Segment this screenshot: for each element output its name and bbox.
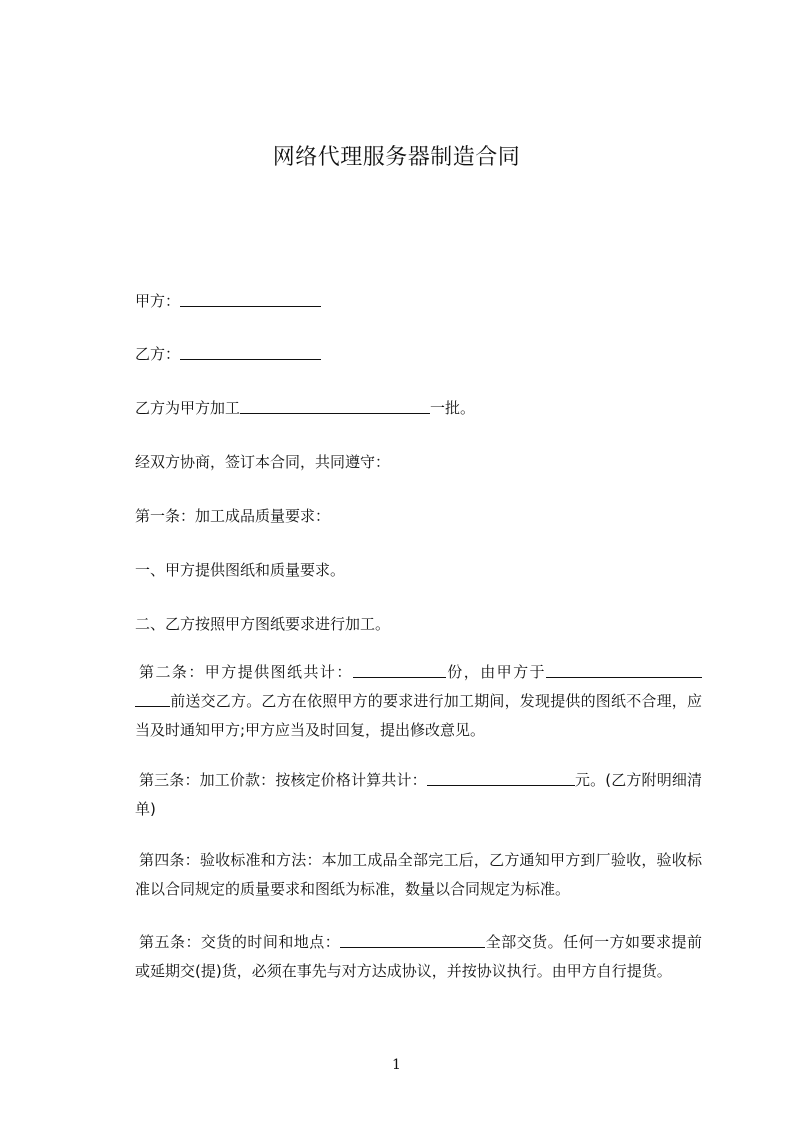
process-item-blank (240, 399, 430, 414)
article-3-part-2: 元。(乙方附明细清单) (135, 771, 702, 818)
article-5-paragraph (135, 928, 702, 986)
article-4-paragraph: 第四条：验收标准和方法：本加工成品全部完工后，乙方通知甲方到厂验收，验收标准以合同规定的质量要求和图纸为标准，数量以合同规定为标准。 (135, 851, 702, 898)
article-1-item-1: 一、甲方提供图纸和质量要求。 (135, 561, 346, 579)
party-b-blank (180, 345, 321, 360)
party-b-label: 乙方： (135, 345, 181, 363)
article-5-part-2: 全部交货。任何一方如要求提前或延期交(提)货，必须在事先与对方达成协议，并按协议执行。由甲方自行提货。 (135, 933, 702, 980)
drawing-count-blank (353, 663, 446, 678)
article-2-part-1: 第二条：甲方提供图纸共计： (139, 663, 353, 681)
document-title: 网络代理服务器制造合同 (272, 145, 521, 170)
delivery-date-blank-second (135, 692, 170, 707)
article-1-item-2: 二、乙方按照甲方图纸要求进行加工。 (135, 615, 391, 633)
article-2-paragraph (135, 658, 702, 745)
delivery-date-blank-first (546, 663, 702, 678)
article-5-part-1: 第五条：交货的时间和地点： (139, 933, 341, 951)
party-b-line (135, 344, 321, 364)
price-total-blank (427, 771, 575, 786)
process-prefix: 乙方为甲方加工 (135, 399, 241, 417)
article-3-paragraph (135, 766, 702, 824)
party-a-blank (180, 292, 321, 307)
consultation-line: 经双方协商，签订本合同，共同遵守： (135, 453, 391, 471)
party-a-label: 甲方： (135, 292, 181, 310)
article-3-part-1: 第三条：加工价款：按核定价格计算共计： (139, 771, 427, 789)
article-2-part-2: 份，由甲方于 (445, 663, 546, 681)
party-a-line (135, 291, 321, 311)
delivery-place-blank (340, 933, 485, 948)
process-suffix: 一批。 (430, 399, 476, 417)
page-number: 1 (392, 1057, 401, 1073)
article-1-title: 第一条：加工成品质量要求： (135, 507, 331, 525)
article-2-part-3: 前送交乙方。乙方在依照甲方的要求进行加工期间，发现提供的图纸不合理，应当及时通知甲方;甲方应当及时回复，提出修改意见。 (135, 692, 702, 739)
process-line (135, 398, 475, 418)
